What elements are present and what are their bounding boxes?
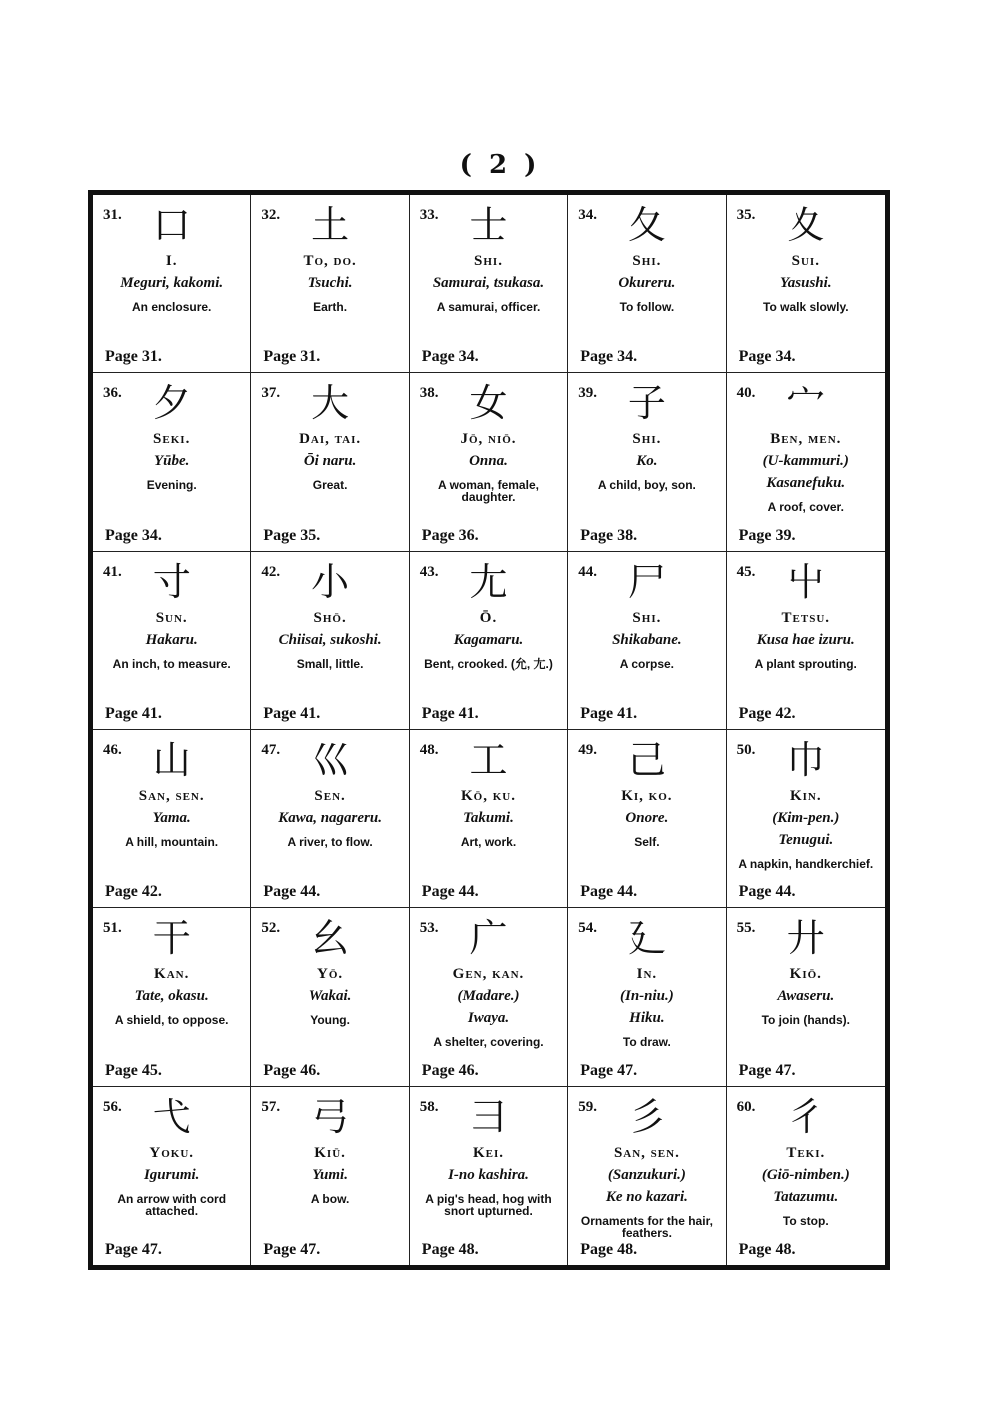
reading: Sui. [791,253,820,269]
radical-character: 己 [627,737,666,782]
page-reference: Page 46. [263,1061,321,1079]
reading: Yō. [317,966,344,983]
reading: Sun. [155,609,188,626]
radical-cell [727,373,885,551]
reading: Shi. [632,431,662,448]
radical-character: 小 [311,559,350,604]
entry-content [570,1144,723,1240]
entry-number: 55. [736,920,756,937]
english-meaning: To stop. [782,1213,829,1228]
entry-content [253,1145,406,1235]
entry-number: 33. [419,207,439,223]
page-reference: Page 41. [421,704,479,722]
english-meaning: A child, boy, son. [597,478,696,493]
page-reference: Page 34. [421,348,479,366]
entry-content [253,788,406,877]
page-reference: Page 47. [580,1061,638,1079]
reading: San, sen. [138,787,205,804]
english-meaning: A shield, to oppose. [114,1013,229,1028]
radical-cell [410,552,568,730]
entry-number: 53. [419,920,439,937]
entry-content [729,431,883,520]
reading: Tetsu. [781,609,831,626]
entry-number: 48. [419,741,439,758]
page-reference: Page 44. [263,883,321,901]
english-meaning: Small, little. [296,656,364,671]
page-reference: Page 34. [580,348,638,366]
entry-number: 50. [736,741,756,758]
entry-content [253,966,406,1055]
radical-character: 干 [152,916,191,961]
radical-cell [727,908,885,1086]
radical-character: 彡 [627,1094,666,1139]
entry-number: 38. [419,385,439,402]
japanese-meaning: Okureru. [618,275,676,291]
japanese-meaning: Kasanefuku. [766,475,846,492]
reading: Shi. [632,253,662,269]
page-reference: Page 48. [580,1240,638,1258]
entry-content [95,1145,248,1235]
english-meaning: Great. [312,478,348,493]
japanese-meaning: Hakaru. [145,631,198,648]
entry-number: 51. [103,920,122,937]
page-reference: Page 44. [421,883,479,901]
japanese-meaning: Tate, okasu. [134,988,209,1005]
radical-character: 巛 [311,737,350,782]
page-number: ( 2 ) [459,150,541,180]
reading: Ben, men. [770,431,842,448]
english-meaning: To walk slowly. [763,300,849,314]
page-reference: Page 45. [105,1061,162,1079]
reading: Teki. [786,1144,826,1161]
entry-number: 43. [419,563,439,580]
radical-cell [410,195,568,373]
radical-cell [568,730,726,908]
english-meaning: A plant sprouting. [754,656,857,671]
radical-name: (In-niu.) [620,988,674,1005]
reading: Ki, ko. [621,787,673,804]
radical-character: 广 [469,916,508,961]
page-reference: Page 42. [738,704,796,722]
radical-cell [251,373,409,551]
reading: Shi. [632,609,662,626]
radical-cell [93,552,251,730]
reading: Gen, kan. [452,966,525,983]
radical-cell [410,373,568,551]
radical-character: 工 [469,737,508,782]
english-meaning: A pig's head, hog with snort upturned. [425,1191,552,1218]
japanese-meaning: Tatazumu. [773,1188,839,1205]
entry-content [412,431,565,520]
page-reference: Page 44. [580,883,638,901]
page-reference: Page 39. [738,526,796,544]
radical-character: 夂 [627,203,666,247]
japanese-meaning: Yumi. [312,1166,348,1183]
page-reference: Page 34. [738,348,796,366]
radical-character: 土 [311,203,350,247]
english-meaning: A shelter, covering. [433,1035,544,1050]
reading: Kin. [789,787,822,804]
radical-cell [93,1087,251,1265]
radical-cell [93,908,251,1086]
reading: Kiū. [314,1144,346,1161]
radical-name: (Giō-nimben.) [761,1166,850,1183]
page-reference: Page 36. [421,526,479,544]
radical-cell [727,1087,885,1265]
radical-cell [251,730,409,908]
radical-cell [93,373,251,551]
reading: Seki. [153,431,191,448]
english-meaning: Self. [634,834,660,849]
page-reference: Page 46. [421,1061,479,1079]
reading: I. [165,253,178,269]
english-meaning: Ornaments for the hair, feathers. [580,1213,713,1240]
radical-name: (Madare.) [457,988,520,1005]
radical-cell [410,730,568,908]
entry-content [412,788,565,877]
radical-character: 夊 [786,203,825,247]
radical-character: 尢 [469,559,508,604]
page-reference: Page 38. [580,526,638,544]
entry-content [253,610,406,699]
entry-content [412,253,565,342]
entry-content [570,788,723,877]
japanese-meaning: Onna. [469,453,508,470]
japanese-meaning: Hiku. [629,1010,665,1027]
reading: In. [636,966,658,983]
reading: Shi. [474,253,503,269]
radical-character: 巾 [786,737,825,782]
entry-content [729,966,883,1055]
radical-name: (U-kammuri.) [762,453,849,470]
entry-number: 31. [103,207,122,223]
japanese-meaning: Ko. [636,453,658,470]
reading: Kō, ku. [461,787,516,804]
reading: Ō. [479,609,498,626]
radical-cell [251,195,409,373]
radical-character: 廾 [786,916,825,961]
english-meaning: Earth. [313,300,348,314]
page-reference: Page 41. [263,704,321,722]
entry-content [412,966,565,1055]
radical-cell [727,195,885,373]
radical-table [88,190,890,1270]
japanese-meaning: Kawa, nagareru. [278,809,382,826]
entry-content [729,788,883,877]
radical-cell [568,1087,726,1265]
english-meaning: A corpse. [619,656,675,671]
entry-number: 60. [736,1098,756,1115]
radical-cell [727,552,885,730]
japanese-meaning: Iwaya. [467,1010,510,1027]
english-meaning: To follow. [619,300,675,314]
radical-cell [568,373,726,551]
reading: Jō, niō. [460,431,517,448]
english-meaning: Bent, crooked. (允, 尢.) [424,656,553,671]
english-meaning: Young. [310,1013,350,1028]
entry-number: 47. [261,741,281,758]
japanese-meaning: Meguri, kakomi. [120,275,224,291]
japanese-meaning: Yūbe. [153,453,190,470]
entry-number: 32. [261,207,281,223]
english-meaning: A samurai, officer. [436,300,541,314]
entry-content [570,610,723,699]
entry-number: 58. [419,1098,439,1115]
entry-number: 45. [736,563,756,580]
radical-character: 子 [627,381,666,426]
entry-number: 54. [578,920,597,937]
english-meaning: Evening. [146,478,197,493]
entry-content [95,788,248,877]
entry-content [95,966,248,1055]
entry-content [570,253,723,342]
english-meaning: A bow. [310,1191,350,1206]
japanese-meaning: Samurai, tsukasa. [432,275,545,291]
page-reference: Page 47. [105,1240,162,1258]
radical-cell [568,908,726,1086]
entry-content [253,253,406,342]
entry-number: 52. [261,920,281,937]
radical-cell [410,908,568,1086]
page-reference: Page 48. [738,1240,796,1258]
page-reference: Page 31. [105,348,162,366]
page-reference: Page 34. [105,526,162,544]
japanese-meaning: Takumi. [463,809,514,826]
radical-cell [410,1087,568,1265]
radical-character: 弓 [311,1094,350,1139]
entry-number: 56. [103,1098,122,1115]
entry-content [412,1145,565,1235]
english-meaning: An inch, to measure. [112,656,231,671]
entry-content [570,966,723,1055]
radical-cell [251,552,409,730]
japanese-meaning: Shikabane. [612,631,682,648]
japanese-meaning: Awaseru. [777,988,835,1005]
japanese-meaning: Kusa hae izuru. [756,631,855,648]
radical-character: 弋 [152,1094,191,1139]
page-reference: Page 48. [421,1240,479,1258]
english-meaning: A roof, cover. [767,500,844,515]
entry-number: 35. [736,207,756,223]
english-meaning: A river, to flow. [287,834,373,849]
entry-content [729,253,883,342]
entry-content [412,610,565,699]
japanese-meaning: Ke no kazari. [605,1188,688,1205]
english-meaning: A napkin, handkerchief. [738,856,874,871]
radical-name: (Kim-pen.) [772,809,840,826]
radical-cell [251,1087,409,1265]
entry-number: 49. [578,741,597,758]
reading: Sen. [314,787,346,804]
entry-number: 34. [578,207,597,223]
radical-character: 士 [469,203,508,247]
entry-content [729,610,883,699]
entry-number: 57. [261,1098,281,1115]
entry-content [95,610,248,699]
japanese-meaning: Yasushi. [780,275,832,291]
japanese-meaning: Igurumi. [143,1166,200,1183]
english-meaning: To join (hands). [761,1013,850,1028]
entry-content [95,431,248,520]
japanese-meaning: I-no kashira. [448,1166,529,1183]
reading: San, sen. [613,1144,680,1161]
radical-character: 宀 [786,381,825,426]
radical-character: 口 [152,203,191,247]
japanese-meaning: Tsuchi. [307,275,353,291]
entry-number: 44. [578,563,597,580]
page-reference: Page 42. [105,883,162,901]
entry-number: 41. [103,563,122,580]
radical-character: 山 [152,737,191,782]
entry-content [95,253,248,342]
entry-number: 40. [736,385,756,402]
radical-character: 大 [311,381,350,426]
english-meaning: A hill, mountain. [125,834,219,849]
reading: Dai, tai. [299,431,362,448]
page-reference: Page 31. [263,348,321,366]
japanese-meaning: Wakai. [308,988,352,1005]
reading: Yoku. [149,1144,195,1161]
radical-name: (Sanzukuri.) [607,1166,686,1183]
entry-number: 59. [578,1098,597,1115]
entry-number: 36. [103,385,122,402]
radical-character: 廴 [627,916,666,961]
radical-cell [568,195,726,373]
entry-content [729,1145,883,1235]
japanese-meaning: Ōi naru. [303,453,357,470]
japanese-meaning: Chiisai, sukoshi. [278,631,382,648]
reading: Kan. [154,966,190,983]
entry-number: 39. [578,385,597,402]
reading: Shō. [313,609,347,626]
radical-cell [93,730,251,908]
radical-cell [727,730,885,908]
reading: To, do. [303,253,357,269]
entry-number: 37. [261,385,281,402]
english-meaning: An enclosure. [132,300,212,314]
english-meaning: An arrow with cord attached. [117,1191,227,1218]
radical-character: 屮 [786,559,825,604]
page-reference: Page 44. [738,883,796,901]
radical-character: 女 [469,381,508,426]
japanese-meaning: Onore. [625,809,669,826]
radical-cell [93,195,251,373]
page-reference: Page 41. [580,704,638,722]
entry-content [570,431,723,520]
radical-cell [568,552,726,730]
radical-character: 彐 [469,1094,508,1139]
entry-number: 46. [103,741,122,758]
radical-character: 幺 [311,916,350,961]
radical-character: 尸 [627,559,666,604]
entry-content [253,431,406,520]
reading: Kiō. [789,966,822,983]
japanese-meaning: Tenugui. [778,831,834,848]
page-reference: Page 47. [263,1240,321,1258]
page-reference: Page 41. [105,704,162,722]
radical-cell [251,908,409,1086]
radical-character: 夕 [152,381,191,426]
english-meaning: Art, work. [460,834,517,849]
english-meaning: A woman, female, daughter. [438,478,539,505]
page-reference: Page 47. [738,1061,796,1079]
entry-number: 42. [261,563,281,580]
japanese-meaning: Kagamaru. [453,631,524,648]
english-meaning: To draw. [622,1035,671,1050]
radical-character: 寸 [152,559,191,604]
reading: Kei. [472,1144,505,1161]
page-reference: Page 35. [263,526,321,544]
radical-character: 彳 [786,1094,825,1139]
japanese-meaning: Yama. [152,809,191,826]
